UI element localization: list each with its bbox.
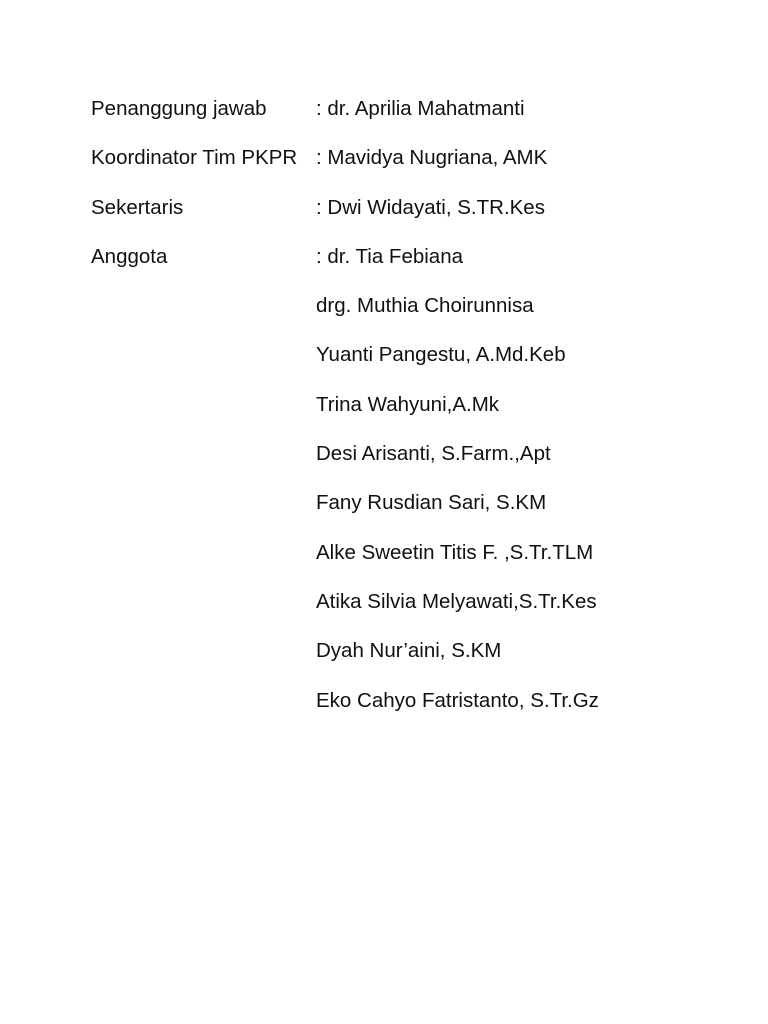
row-value: : Mavidya Nugriana, AMK xyxy=(316,146,548,170)
roster-row-anggota xyxy=(91,242,731,291)
roster-row-member xyxy=(91,291,731,340)
row-value: drg. Muthia Choirunnisa xyxy=(316,294,534,318)
roster-row-member xyxy=(91,538,731,587)
row-value: Yuanti Pangestu, A.Md.Keb xyxy=(316,343,566,367)
roster-row-member xyxy=(91,488,731,537)
roster-row-member xyxy=(91,340,731,389)
row-label: Sekertaris xyxy=(91,195,184,219)
row-value: Desi Arisanti, S.Farm.,Apt xyxy=(316,442,551,466)
roster-row-member xyxy=(91,439,731,488)
roster-row-member xyxy=(91,587,731,636)
row-value: : dr. Aprilia Mahatmanti xyxy=(316,97,525,120)
team-roster xyxy=(91,94,731,735)
row-value: Trina Wahyuni,A.Mk xyxy=(316,392,500,416)
row-value: Alke Sweetin Titis F. ,S.Tr.TLM xyxy=(316,540,594,564)
roster-row-member xyxy=(91,390,731,439)
roster-row-member xyxy=(91,686,731,735)
row-value: : Dwi Widayati, S.TR.Kes xyxy=(316,195,545,219)
row-value: Eko Cahyo Fatristanto, S.Tr.Gz xyxy=(316,688,599,712)
roster-row-sekertaris xyxy=(91,193,731,242)
roster-row-penanggung-jawab xyxy=(91,94,731,143)
row-label: Penanggung jawab xyxy=(91,97,267,120)
row-value: Atika Silvia Melyawati,S.Tr.Kes xyxy=(316,589,597,613)
roster-row-koordinator xyxy=(91,143,731,192)
roster-row-member xyxy=(91,636,731,685)
row-value: : dr. Tia Febiana xyxy=(316,244,464,268)
row-label: Koordinator Tim PKPR xyxy=(91,146,298,170)
row-label: Anggota xyxy=(91,244,168,268)
row-value: Fany Rusdian Sari, S.KM xyxy=(316,491,547,515)
row-value: Dyah Nur’aini, S.KM xyxy=(316,639,502,663)
